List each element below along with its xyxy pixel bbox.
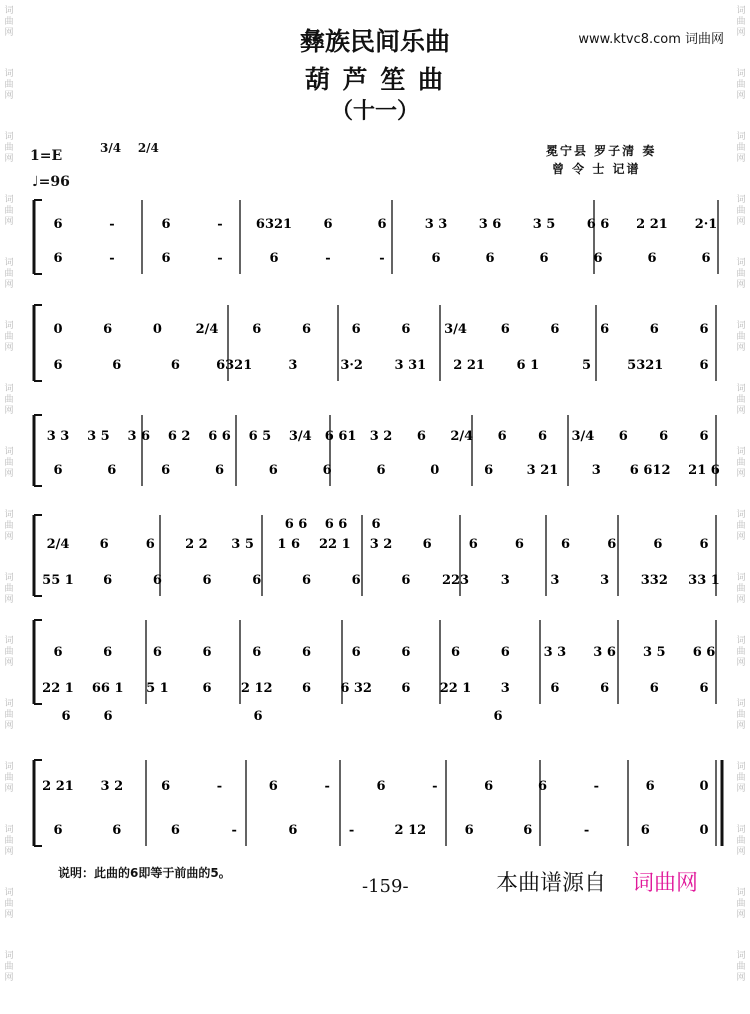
- upper-note: 3 6: [478, 217, 502, 232]
- lower-note: 6: [401, 681, 411, 696]
- watermark-group: 词 曲 网: [736, 888, 746, 920]
- performer-credit: 冕宁县 罗子清 奏: [546, 144, 657, 158]
- lower-note: 22 1: [42, 681, 74, 696]
- lower-note: 6: [202, 681, 212, 696]
- lower-note: 6: [214, 463, 225, 478]
- lower-note: 6: [431, 251, 441, 266]
- upper-note: 6: [252, 322, 262, 337]
- upper-note: 6: [561, 537, 571, 552]
- lower-note: 6: [301, 681, 311, 696]
- upper-note: 6: [323, 217, 333, 232]
- upper-note: 3 5: [642, 645, 666, 660]
- upper-note: 6: [401, 645, 411, 660]
- upper-note: 6: [401, 322, 411, 337]
- upper-note: 6: [537, 429, 548, 444]
- upper-note: 3 5: [231, 537, 254, 552]
- lower-note: 5 1: [146, 681, 169, 696]
- lower-note: 6: [170, 823, 180, 838]
- lower-note: 6: [53, 823, 63, 838]
- watermark-group: 词 曲 网: [736, 195, 746, 227]
- upper-note: 2/4: [195, 322, 219, 337]
- watermark-group: 词 曲 网: [4, 321, 14, 353]
- lower-note: 0: [430, 463, 440, 478]
- upper-top-note: 6 6: [324, 517, 348, 532]
- upper-note: 2 21: [42, 779, 74, 794]
- upper-note: 6: [659, 429, 669, 444]
- lower-note: 223: [441, 573, 470, 588]
- upper-note: 3/4: [288, 429, 312, 444]
- lower-note: 6: [170, 358, 180, 373]
- upper-note: 6: [252, 645, 262, 660]
- upper-note: 6: [422, 537, 432, 552]
- bass-note: 6: [103, 709, 113, 724]
- lower-note: 0: [699, 823, 709, 838]
- upper-note: 6: [653, 537, 663, 552]
- watermark-group: 词 曲 网: [4, 573, 14, 605]
- watermark-group: 词 曲 网: [736, 6, 746, 38]
- upper-note: 6: [103, 322, 113, 337]
- key-signature: 1=E: [30, 148, 63, 164]
- upper-note: 3 3: [46, 429, 70, 444]
- lower-note: 6: [269, 251, 279, 266]
- lower-note: 6: [351, 573, 361, 588]
- watermark-group: 词 曲 网: [736, 321, 746, 353]
- lower-note: 6: [699, 681, 709, 696]
- lower-note: 6: [322, 463, 332, 478]
- lower-note: 5: [582, 358, 592, 373]
- time-sig-2: 2/4: [137, 141, 159, 155]
- upper-note: 3 6: [593, 645, 616, 660]
- watermark-group: 词 曲 网: [736, 636, 746, 668]
- upper-note: 0: [699, 779, 709, 794]
- upper-note: -: [593, 779, 600, 794]
- lower-note: 6: [485, 251, 495, 266]
- lower-note: 6: [53, 463, 63, 478]
- lower-note: 21 6: [688, 463, 720, 478]
- watermark-group: 词 曲 网: [4, 195, 14, 227]
- lower-note: -: [325, 251, 331, 266]
- upper-note: 6: [500, 322, 510, 337]
- footer-note: 说明：此曲的6即等于前曲的5。: [58, 866, 231, 880]
- lower-note: 6: [161, 463, 171, 478]
- upper-note: 6: [514, 537, 524, 552]
- lower-note: 3: [500, 573, 510, 588]
- upper-note: 6 2: [167, 429, 191, 444]
- lower-note: 6: [268, 463, 278, 478]
- watermark-group: 词 曲 网: [4, 762, 14, 794]
- lower-note: 6: [649, 681, 659, 696]
- lower-note: 6: [701, 251, 711, 266]
- lower-note: 6: [53, 251, 63, 266]
- lower-note: 3: [550, 573, 560, 588]
- upper-note: 6: [268, 779, 278, 794]
- watermark-group: 词 曲 网: [4, 384, 14, 416]
- watermark-group: 词 曲 网: [4, 510, 14, 542]
- lower-note: 6: [640, 823, 650, 838]
- lower-note: 332: [640, 573, 668, 588]
- upper-note: 6: [497, 429, 507, 444]
- upper-note: 3 5: [87, 429, 110, 444]
- watermark-group: 词 曲 网: [4, 69, 14, 101]
- watermark-group: 词 曲 网: [4, 636, 14, 668]
- upper-note: 6321: [255, 217, 293, 232]
- watermark-group: 词 曲 网: [4, 132, 14, 164]
- upper-note: 6: [416, 429, 426, 444]
- upper-note: 6: [161, 217, 171, 232]
- lower-note: 6321: [216, 358, 253, 373]
- lower-note: 3 21: [526, 463, 559, 478]
- upper-note: 6: [351, 322, 361, 337]
- watermark-group: 词 曲 网: [736, 762, 746, 794]
- lower-note: 6: [152, 573, 162, 588]
- lower-note: 3·2: [340, 358, 363, 373]
- lower-note: 6: [103, 573, 113, 588]
- lower-note: 6 32: [340, 681, 372, 696]
- upper-note: 2/4: [450, 429, 474, 444]
- lower-note: -: [348, 823, 355, 838]
- lower-note: 33 1: [688, 573, 720, 588]
- watermark-group: 词 曲 网: [736, 573, 746, 605]
- upper-note: 3 2: [100, 779, 124, 794]
- upper-note: 6: [351, 645, 361, 660]
- upper-note: 6: [103, 645, 113, 660]
- lower-note: 6: [699, 358, 709, 373]
- lower-note: 6: [647, 251, 657, 266]
- upper-note: 6: [376, 779, 386, 794]
- upper-note: 6: [484, 779, 494, 794]
- upper-note: 3 5: [532, 217, 556, 232]
- upper-note: 6: [301, 645, 311, 660]
- lower-note: -: [231, 823, 237, 838]
- watermark-group: 词 曲 网: [4, 258, 14, 290]
- watermark-group: 词 曲 网: [4, 825, 14, 857]
- lower-note: 6: [53, 358, 63, 373]
- upper-note: 6: [699, 537, 709, 552]
- watermark-group: 词 曲 网: [736, 951, 746, 983]
- upper-note: 6: [53, 645, 63, 660]
- upper-note: 6: [99, 537, 109, 552]
- upper-note: 3 2: [369, 429, 393, 444]
- lower-note: 6: [600, 681, 610, 696]
- lower-note: 3 31: [394, 358, 427, 373]
- upper-note: 3 2: [369, 537, 393, 552]
- watermark-group: 词 曲 网: [736, 447, 746, 479]
- upper-note: 6: [649, 322, 659, 337]
- page-number: -159-: [362, 876, 409, 897]
- watermark-group: 词 曲 网: [736, 699, 746, 731]
- lower-note: 6: [401, 573, 411, 588]
- lower-note: 6: [107, 463, 117, 478]
- upper-note: 6: [550, 322, 560, 337]
- upper-note: 3/4: [571, 429, 595, 444]
- upper-note: -: [216, 779, 223, 794]
- watermark-group: 词 曲 网: [736, 825, 746, 857]
- lower-note: -: [109, 251, 115, 266]
- lower-note: 5321: [627, 358, 664, 373]
- watermark-group: 词 曲 网: [736, 132, 746, 164]
- transcriber-credit: 曾 令 士 记谱: [552, 162, 641, 176]
- watermark-group: 词 曲 网: [736, 384, 746, 416]
- lower-note: 2 12: [240, 681, 273, 696]
- lower-note: 6: [112, 358, 122, 373]
- upper-note: 22 1: [319, 537, 351, 552]
- source-label: 本曲谱源自: [496, 870, 607, 895]
- upper-note: 6: [301, 322, 311, 337]
- upper-note: 6: [645, 779, 655, 794]
- lower-note: 6: [539, 251, 549, 266]
- title-line-1: 彝族民间乐曲: [299, 27, 450, 56]
- lower-note: 6: [464, 823, 474, 838]
- title-line-3: （十一）: [330, 98, 419, 124]
- lower-note: 6 612: [629, 463, 671, 478]
- upper-note: 6 6: [586, 217, 610, 232]
- upper-note: 6 6: [692, 645, 716, 660]
- lower-note: 6: [301, 573, 311, 588]
- upper-note: 6: [161, 779, 171, 794]
- lower-note: 2 12: [394, 823, 427, 838]
- upper-note: 3/4: [444, 322, 467, 337]
- upper-note: 6 5: [248, 429, 272, 444]
- watermark-group: 词 曲 网: [736, 69, 746, 101]
- lower-note: 6: [288, 823, 298, 838]
- lower-note: 6: [523, 823, 533, 838]
- lower-note: 66 1: [91, 681, 124, 696]
- watermark-group: 词 曲 网: [736, 510, 746, 542]
- upper-note: 0: [53, 322, 63, 337]
- upper-note: 6: [468, 537, 478, 552]
- upper-note: 2 21: [636, 217, 668, 232]
- upper-note: -: [217, 217, 223, 232]
- lower-note: 55 1: [42, 573, 74, 588]
- lower-note: -: [583, 823, 590, 838]
- lower-note: -: [217, 251, 223, 266]
- lower-note: 3: [288, 358, 298, 373]
- lower-note: 22 1: [439, 681, 472, 696]
- lower-note: 2 21: [453, 358, 485, 373]
- upper-note: -: [109, 217, 115, 232]
- tempo-marking: ♩=96: [32, 174, 70, 190]
- lower-note: 6: [593, 251, 603, 266]
- upper-note: 3 6: [127, 429, 151, 444]
- watermark-group: 词 曲 网: [4, 447, 14, 479]
- upper-note: 3 3: [424, 217, 448, 232]
- upper-note: 2/4: [46, 537, 70, 552]
- upper-top-note: 6: [371, 517, 381, 532]
- upper-note: 6: [152, 645, 162, 660]
- upper-note: 0: [152, 322, 162, 337]
- lower-note: 3: [600, 573, 610, 588]
- watermark-group: 词 曲 网: [4, 951, 14, 983]
- upper-note: 6: [53, 217, 63, 232]
- lower-note: -: [379, 251, 385, 266]
- upper-note: 6: [500, 645, 510, 660]
- upper-note: 6: [145, 537, 155, 552]
- bass-note: 6: [61, 709, 71, 724]
- upper-note: -: [324, 779, 330, 794]
- upper-note: 6: [202, 645, 212, 660]
- bass-note: 6: [493, 709, 503, 724]
- watermark-group: 词 曲 网: [4, 699, 14, 731]
- site-label[interactable]: www.ktvc8.com 词曲网: [578, 32, 724, 47]
- upper-note: 6 6: [208, 429, 231, 444]
- lower-note: 6: [202, 573, 212, 588]
- upper-top-note: 6 6: [284, 517, 308, 532]
- lower-note: 6: [550, 681, 560, 696]
- lower-note: 6: [484, 463, 494, 478]
- upper-note: 6: [451, 645, 461, 660]
- time-sig-1: 3/4: [100, 141, 122, 155]
- upper-note: 6: [600, 322, 610, 337]
- source-site-link[interactable]: 词曲网: [632, 870, 699, 895]
- upper-note: 2·1: [694, 217, 718, 232]
- lower-note: 6: [252, 573, 262, 588]
- bass-note: 6: [253, 709, 263, 724]
- lower-note: 6: [376, 463, 386, 478]
- upper-note: 6: [699, 429, 709, 444]
- title-line-2: 葫 芦 笙 曲: [304, 65, 446, 94]
- upper-note: 2 2: [185, 537, 208, 552]
- upper-note: 6: [377, 217, 387, 232]
- watermark-group: 词 曲 网: [4, 888, 14, 920]
- upper-note: 1 6: [277, 537, 301, 552]
- upper-note: 6 61: [324, 429, 357, 444]
- watermark-group: 词 曲 网: [736, 258, 746, 290]
- watermark-group: 词 曲 网: [4, 6, 14, 38]
- lower-note: 3: [500, 681, 510, 696]
- lower-note: 6: [112, 823, 122, 838]
- upper-note: -: [432, 779, 438, 794]
- upper-note: 6: [618, 429, 628, 444]
- lower-note: 3: [591, 463, 601, 478]
- upper-note: 3 3: [543, 645, 567, 660]
- upper-note: 6: [699, 322, 709, 337]
- lower-note: 6 1: [516, 358, 540, 373]
- upper-note: 6: [607, 537, 617, 552]
- lower-note: 6: [161, 251, 171, 266]
- upper-note: 6: [537, 779, 548, 794]
